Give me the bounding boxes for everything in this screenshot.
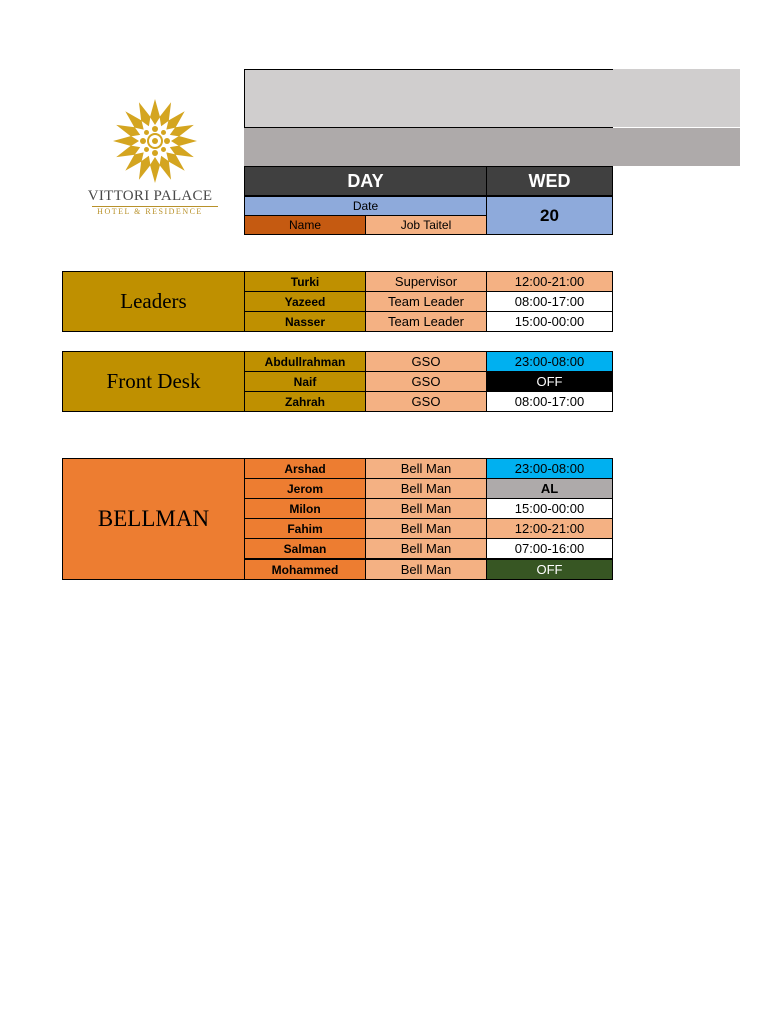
staff-shift: 15:00-00:00: [486, 498, 613, 519]
staff-job: Team Leader: [365, 291, 487, 312]
hotel-logo: [80, 90, 230, 230]
title-band-border: [244, 69, 613, 128]
staff-shift: 23:00-08:00: [486, 351, 613, 372]
staff-job: GSO: [365, 351, 487, 372]
name-column-header: Name: [244, 215, 366, 235]
staff-name: Turki: [244, 271, 366, 292]
staff-name: Milon: [244, 498, 366, 519]
subtitle-band: [244, 128, 740, 166]
staff-shift: AL: [486, 478, 613, 499]
staff-shift: 08:00-17:00: [486, 291, 613, 312]
staff-name: Nasser: [244, 311, 366, 332]
logo-name: VITTORI PALACE: [87, 188, 213, 204]
job-column-header: Job Taitel: [365, 215, 487, 235]
sun-emblem-icon: [110, 96, 200, 186]
group-title-leaders: Leaders: [62, 271, 245, 332]
group-title-front-desk: Front Desk: [62, 351, 245, 412]
staff-job: Bell Man: [365, 478, 487, 499]
staff-name: Zahrah: [244, 391, 366, 412]
day-label: DAY: [244, 166, 487, 196]
staff-name: Mohammed: [244, 559, 366, 580]
staff-name: Naif: [244, 371, 366, 392]
staff-name: Abdullrahman: [244, 351, 366, 372]
staff-name: Arshad: [244, 458, 366, 479]
staff-shift: 12:00-21:00: [486, 271, 613, 292]
staff-job: Bell Man: [365, 559, 487, 580]
staff-shift: OFF: [486, 559, 613, 580]
band-divider: [244, 127, 613, 128]
group-title-bellman: BELLMAN: [62, 458, 245, 580]
staff-job: Bell Man: [365, 518, 487, 539]
staff-name: Yazeed: [244, 291, 366, 312]
logo-subtitle: HOTEL & RESIDENCE: [97, 207, 203, 216]
day-value: WED: [486, 166, 613, 196]
staff-job: Team Leader: [365, 311, 487, 332]
staff-job: Supervisor: [365, 271, 487, 292]
staff-job: GSO: [365, 391, 487, 412]
date-value: 20: [486, 196, 613, 235]
staff-shift: 23:00-08:00: [486, 458, 613, 479]
staff-job: Bell Man: [365, 458, 487, 479]
staff-shift: 12:00-21:00: [486, 518, 613, 539]
staff-name: Jerom: [244, 478, 366, 499]
staff-name: Salman: [244, 538, 366, 559]
staff-name: Fahim: [244, 518, 366, 539]
date-label: Date: [244, 196, 487, 216]
staff-shift: OFF: [486, 371, 613, 392]
staff-shift: 08:00-17:00: [486, 391, 613, 412]
staff-shift: 07:00-16:00: [486, 538, 613, 559]
staff-job: Bell Man: [365, 498, 487, 519]
staff-shift: 15:00-00:00: [486, 311, 613, 332]
staff-job: GSO: [365, 371, 487, 392]
staff-job: Bell Man: [365, 538, 487, 559]
